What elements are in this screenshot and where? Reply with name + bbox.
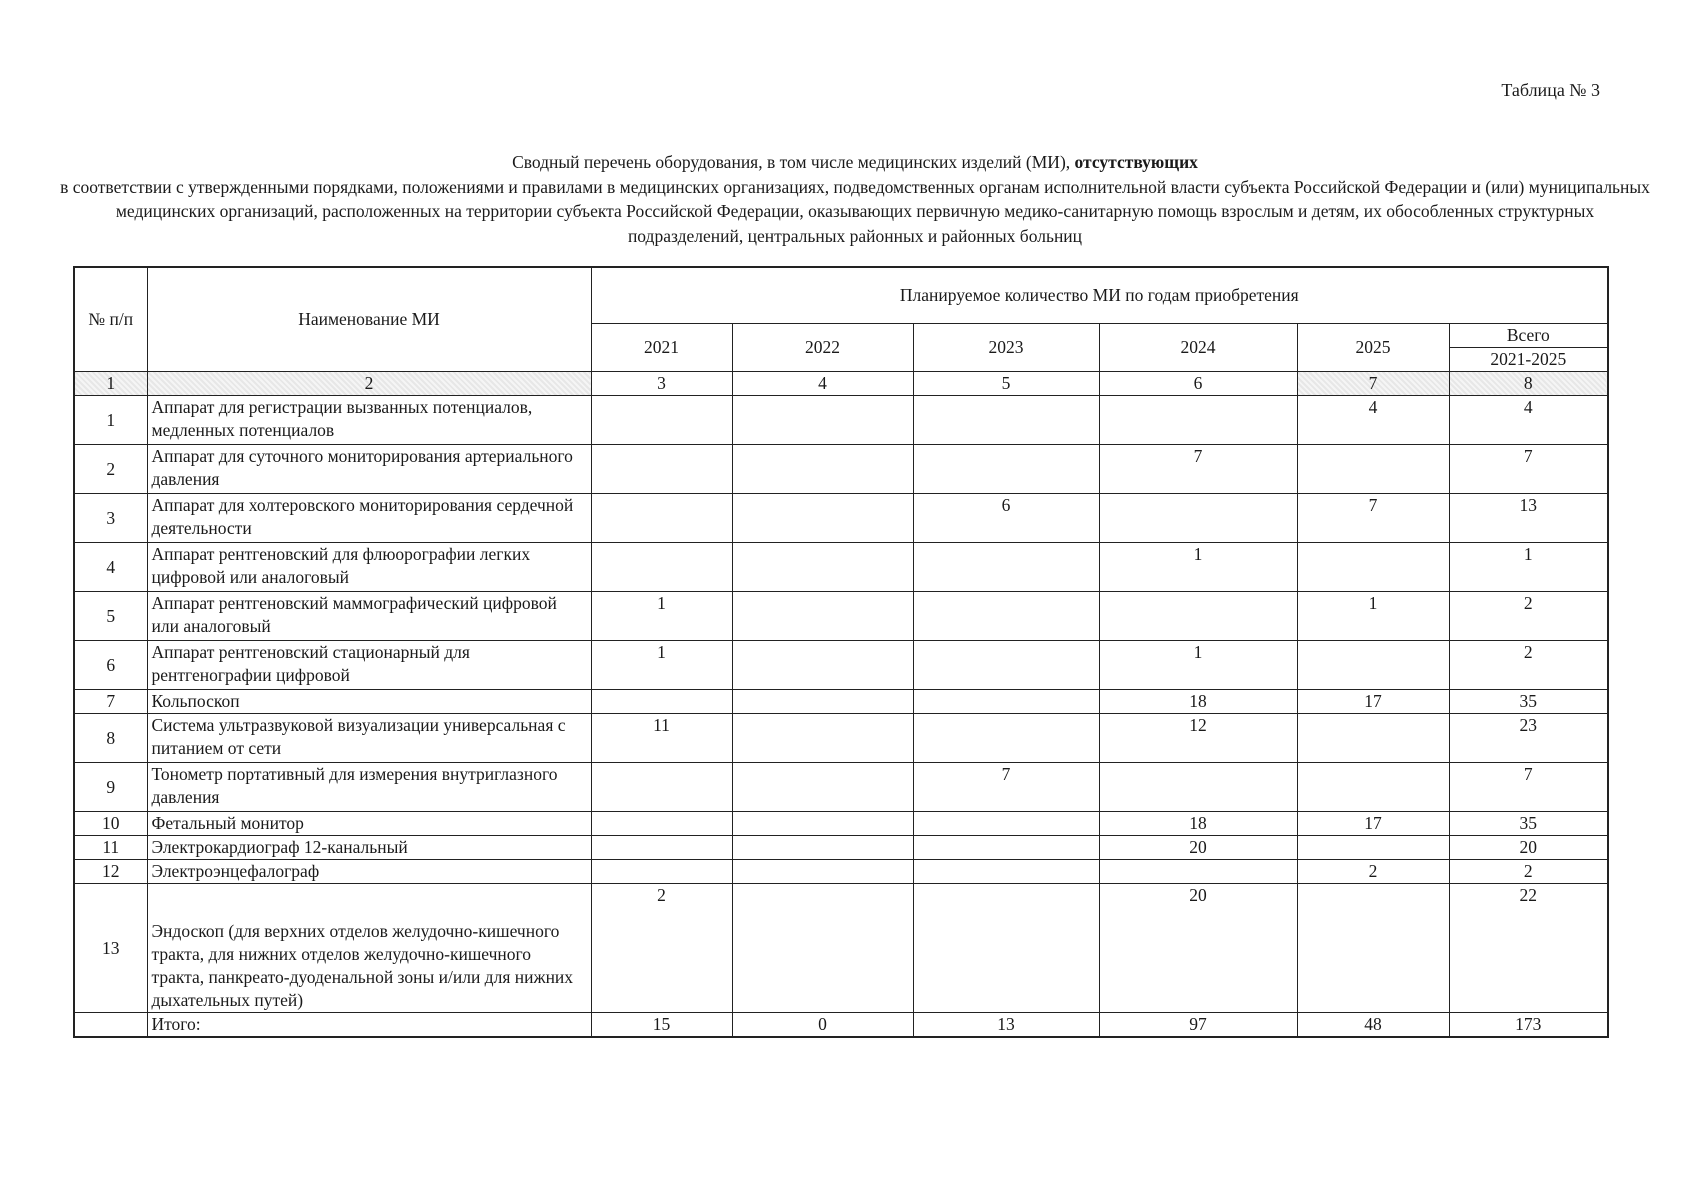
cell-2025: 2 xyxy=(1297,860,1449,884)
cell-2021: 1 xyxy=(591,641,732,690)
cell-total: 7 xyxy=(1449,445,1608,494)
cell-total: 20 xyxy=(1449,836,1608,860)
cell-2023 xyxy=(913,714,1099,763)
cell-2022 xyxy=(732,836,913,860)
cell-total: 22 xyxy=(1449,884,1608,1013)
column-number-row xyxy=(74,372,1608,396)
cell-2023 xyxy=(913,812,1099,836)
row-num: 5 xyxy=(74,592,147,641)
cell-2024: 1 xyxy=(1099,641,1297,690)
header-total-range: 2021-2025 xyxy=(1449,348,1608,372)
cell-2021: 2 xyxy=(591,884,732,1013)
colnum-5: 5 xyxy=(913,372,1099,396)
row-name: Аппарат для холтеровского мониторирования сердечной деятельности xyxy=(147,494,591,543)
cell-2024: 18 xyxy=(1099,812,1297,836)
row-num: 3 xyxy=(74,494,147,543)
cell-2021 xyxy=(591,690,732,714)
header-row-1 xyxy=(74,267,1608,324)
equipment-table xyxy=(73,266,1609,1038)
cell-2023: 7 xyxy=(913,763,1099,812)
cell-2022 xyxy=(732,445,913,494)
colnum-8: 8 xyxy=(1449,372,1608,396)
cell-2024 xyxy=(1099,763,1297,812)
document-title xyxy=(60,150,1650,248)
table-row xyxy=(74,884,1608,1013)
row-num: 11 xyxy=(74,836,147,860)
cell-2022 xyxy=(732,860,913,884)
cell-2024 xyxy=(1099,494,1297,543)
row-num: 4 xyxy=(74,543,147,592)
cell-total: 13 xyxy=(1449,494,1608,543)
total-2023: 13 xyxy=(913,1013,1099,1038)
cell-2023 xyxy=(913,836,1099,860)
table-row xyxy=(74,714,1608,763)
title-prefix: Сводный перечень оборудования, в том числе медицинских изделий (МИ), xyxy=(512,152,1071,172)
cell-2022 xyxy=(732,543,913,592)
cell-2025: 7 xyxy=(1297,494,1449,543)
cell-total: 4 xyxy=(1449,396,1608,445)
colnum-4: 4 xyxy=(732,372,913,396)
row-name: Аппарат для регистрации вызванных потенциалов, медленных потенциалов xyxy=(147,396,591,445)
table-row xyxy=(74,763,1608,812)
cell-2023 xyxy=(913,592,1099,641)
row-num: 1 xyxy=(74,396,147,445)
colnum-6: 6 xyxy=(1099,372,1297,396)
row-num: 13 xyxy=(74,884,147,1013)
row-num: 8 xyxy=(74,714,147,763)
cell-2021 xyxy=(591,860,732,884)
table-row xyxy=(74,812,1608,836)
cell-2024: 12 xyxy=(1099,714,1297,763)
cell-2023 xyxy=(913,860,1099,884)
colnum-2: 2 xyxy=(147,372,591,396)
cell-2025 xyxy=(1297,884,1449,1013)
total-2024: 97 xyxy=(1099,1013,1297,1038)
row-name: Электрокардиограф 12-канальный xyxy=(147,836,591,860)
row-name: Аппарат рентгеновский стационарный для рентгенографии цифровой xyxy=(147,641,591,690)
table-row xyxy=(74,836,1608,860)
cell-2021: 1 xyxy=(591,592,732,641)
table-row xyxy=(74,860,1608,884)
total-2021: 15 xyxy=(591,1013,732,1038)
row-name: Аппарат для суточного мониторирования артериального давления xyxy=(147,445,591,494)
cell-2022 xyxy=(732,763,913,812)
cell-2022 xyxy=(732,690,913,714)
header-year-2022: 2022 xyxy=(732,324,913,372)
cell-2024 xyxy=(1099,396,1297,445)
cell-2023 xyxy=(913,396,1099,445)
row-num: 6 xyxy=(74,641,147,690)
cell-total: 7 xyxy=(1449,763,1608,812)
cell-2022 xyxy=(732,884,913,1013)
title-rest: в соответствии с утвержденными порядками, положениями и правилами в медицинских организациях, подведомственных органам исполнительной власти субъекта Российской Федерации и (или) муниципальных медицинских организаций, расположенных на территории субъекта Российской Федерации, оказывающих первичную медико-санитарную помощь взрослым и детям, их обособленных структурных подразделений, центральных районных и районных больниц xyxy=(60,176,1650,246)
cell-2023 xyxy=(913,543,1099,592)
cell-2022 xyxy=(732,714,913,763)
cell-2021 xyxy=(591,494,732,543)
totals-row xyxy=(74,1013,1608,1038)
row-name: Система ультразвуковой визуализации универсальная с питанием от сети xyxy=(147,714,591,763)
cell-2021 xyxy=(591,543,732,592)
cell-2025 xyxy=(1297,836,1449,860)
row-name: Электроэнцефалограф xyxy=(147,860,591,884)
header-planned: Планируемое количество МИ по годам приобретения xyxy=(591,267,1608,324)
cell-total: 2 xyxy=(1449,860,1608,884)
cell-total: 1 xyxy=(1449,543,1608,592)
cell-2022 xyxy=(732,396,913,445)
table-row xyxy=(74,494,1608,543)
row-name: Эндоскоп (для верхних отделов желудочно-кишечного тракта, для нижних отделов желудочно-кишечного тракта, панкреато-дуоденальной зоны и/или для нижних дыхательных путей) xyxy=(147,884,591,1013)
table-row xyxy=(74,445,1608,494)
cell-2024: 1 xyxy=(1099,543,1297,592)
header-year-2024: 2024 xyxy=(1099,324,1297,372)
cell-2023 xyxy=(913,641,1099,690)
cell-2022 xyxy=(732,641,913,690)
row-num: 9 xyxy=(74,763,147,812)
total-2025: 48 xyxy=(1297,1013,1449,1038)
row-num: 12 xyxy=(74,860,147,884)
header-year-2023: 2023 xyxy=(913,324,1099,372)
cell-2025: 4 xyxy=(1297,396,1449,445)
cell-2025 xyxy=(1297,445,1449,494)
cell-2023: 6 xyxy=(913,494,1099,543)
cell-2022 xyxy=(732,812,913,836)
table-row xyxy=(74,690,1608,714)
cell-2025: 17 xyxy=(1297,812,1449,836)
cell-total: 2 xyxy=(1449,641,1608,690)
cell-2024 xyxy=(1099,860,1297,884)
row-name: Фетальный монитор xyxy=(147,812,591,836)
table-row xyxy=(74,592,1608,641)
cell-2025: 17 xyxy=(1297,690,1449,714)
cell-2021: 11 xyxy=(591,714,732,763)
header-num: № п/п xyxy=(74,267,147,372)
colnum-1: 1 xyxy=(74,372,147,396)
totals-label: Итого: xyxy=(147,1013,591,1038)
row-name: Кольпоскоп xyxy=(147,690,591,714)
row-name: Тонометр портативный для измерения внутриглазного давления xyxy=(147,763,591,812)
cell-2023 xyxy=(913,884,1099,1013)
title-line-1 xyxy=(60,150,1650,175)
cell-2023 xyxy=(913,445,1099,494)
total-all: 173 xyxy=(1449,1013,1608,1038)
cell-2022 xyxy=(732,494,913,543)
header-year-2021: 2021 xyxy=(591,324,732,372)
cell-2024 xyxy=(1099,592,1297,641)
cell-2024: 18 xyxy=(1099,690,1297,714)
cell-2021 xyxy=(591,836,732,860)
colnum-3: 3 xyxy=(591,372,732,396)
table-number-label: Таблица № 3 xyxy=(1501,80,1600,100)
cell-2025 xyxy=(1297,543,1449,592)
header-name: Наименование МИ xyxy=(147,267,591,372)
cell-2021 xyxy=(591,396,732,445)
row-name: Аппарат рентгеновский маммографический цифровой или аналоговый xyxy=(147,592,591,641)
cell-2025 xyxy=(1297,763,1449,812)
row-num: 7 xyxy=(74,690,147,714)
table-row xyxy=(74,641,1608,690)
cell-2025 xyxy=(1297,641,1449,690)
cell-2024: 20 xyxy=(1099,836,1297,860)
total-2022: 0 xyxy=(732,1013,913,1038)
cell-2025 xyxy=(1297,714,1449,763)
header-total: Всего xyxy=(1449,324,1608,348)
cell-2022 xyxy=(732,592,913,641)
header-year-2025: 2025 xyxy=(1297,324,1449,372)
cell-2024: 7 xyxy=(1099,445,1297,494)
totals-num xyxy=(74,1013,147,1038)
cell-2023 xyxy=(913,690,1099,714)
table-row xyxy=(74,396,1608,445)
cell-total: 35 xyxy=(1449,812,1608,836)
row-num: 2 xyxy=(74,445,147,494)
cell-total: 35 xyxy=(1449,690,1608,714)
cell-total: 23 xyxy=(1449,714,1608,763)
cell-2021 xyxy=(591,763,732,812)
row-name: Аппарат рентгеновский для флюорографии легких цифровой или аналоговый xyxy=(147,543,591,592)
title-bold-word: отсутствующих xyxy=(1074,152,1198,172)
colnum-7: 7 xyxy=(1297,372,1449,396)
cell-2025: 1 xyxy=(1297,592,1449,641)
cell-2024: 20 xyxy=(1099,884,1297,1013)
cell-2021 xyxy=(591,445,732,494)
cell-total: 2 xyxy=(1449,592,1608,641)
table-row xyxy=(74,543,1608,592)
row-num: 10 xyxy=(74,812,147,836)
cell-2021 xyxy=(591,812,732,836)
